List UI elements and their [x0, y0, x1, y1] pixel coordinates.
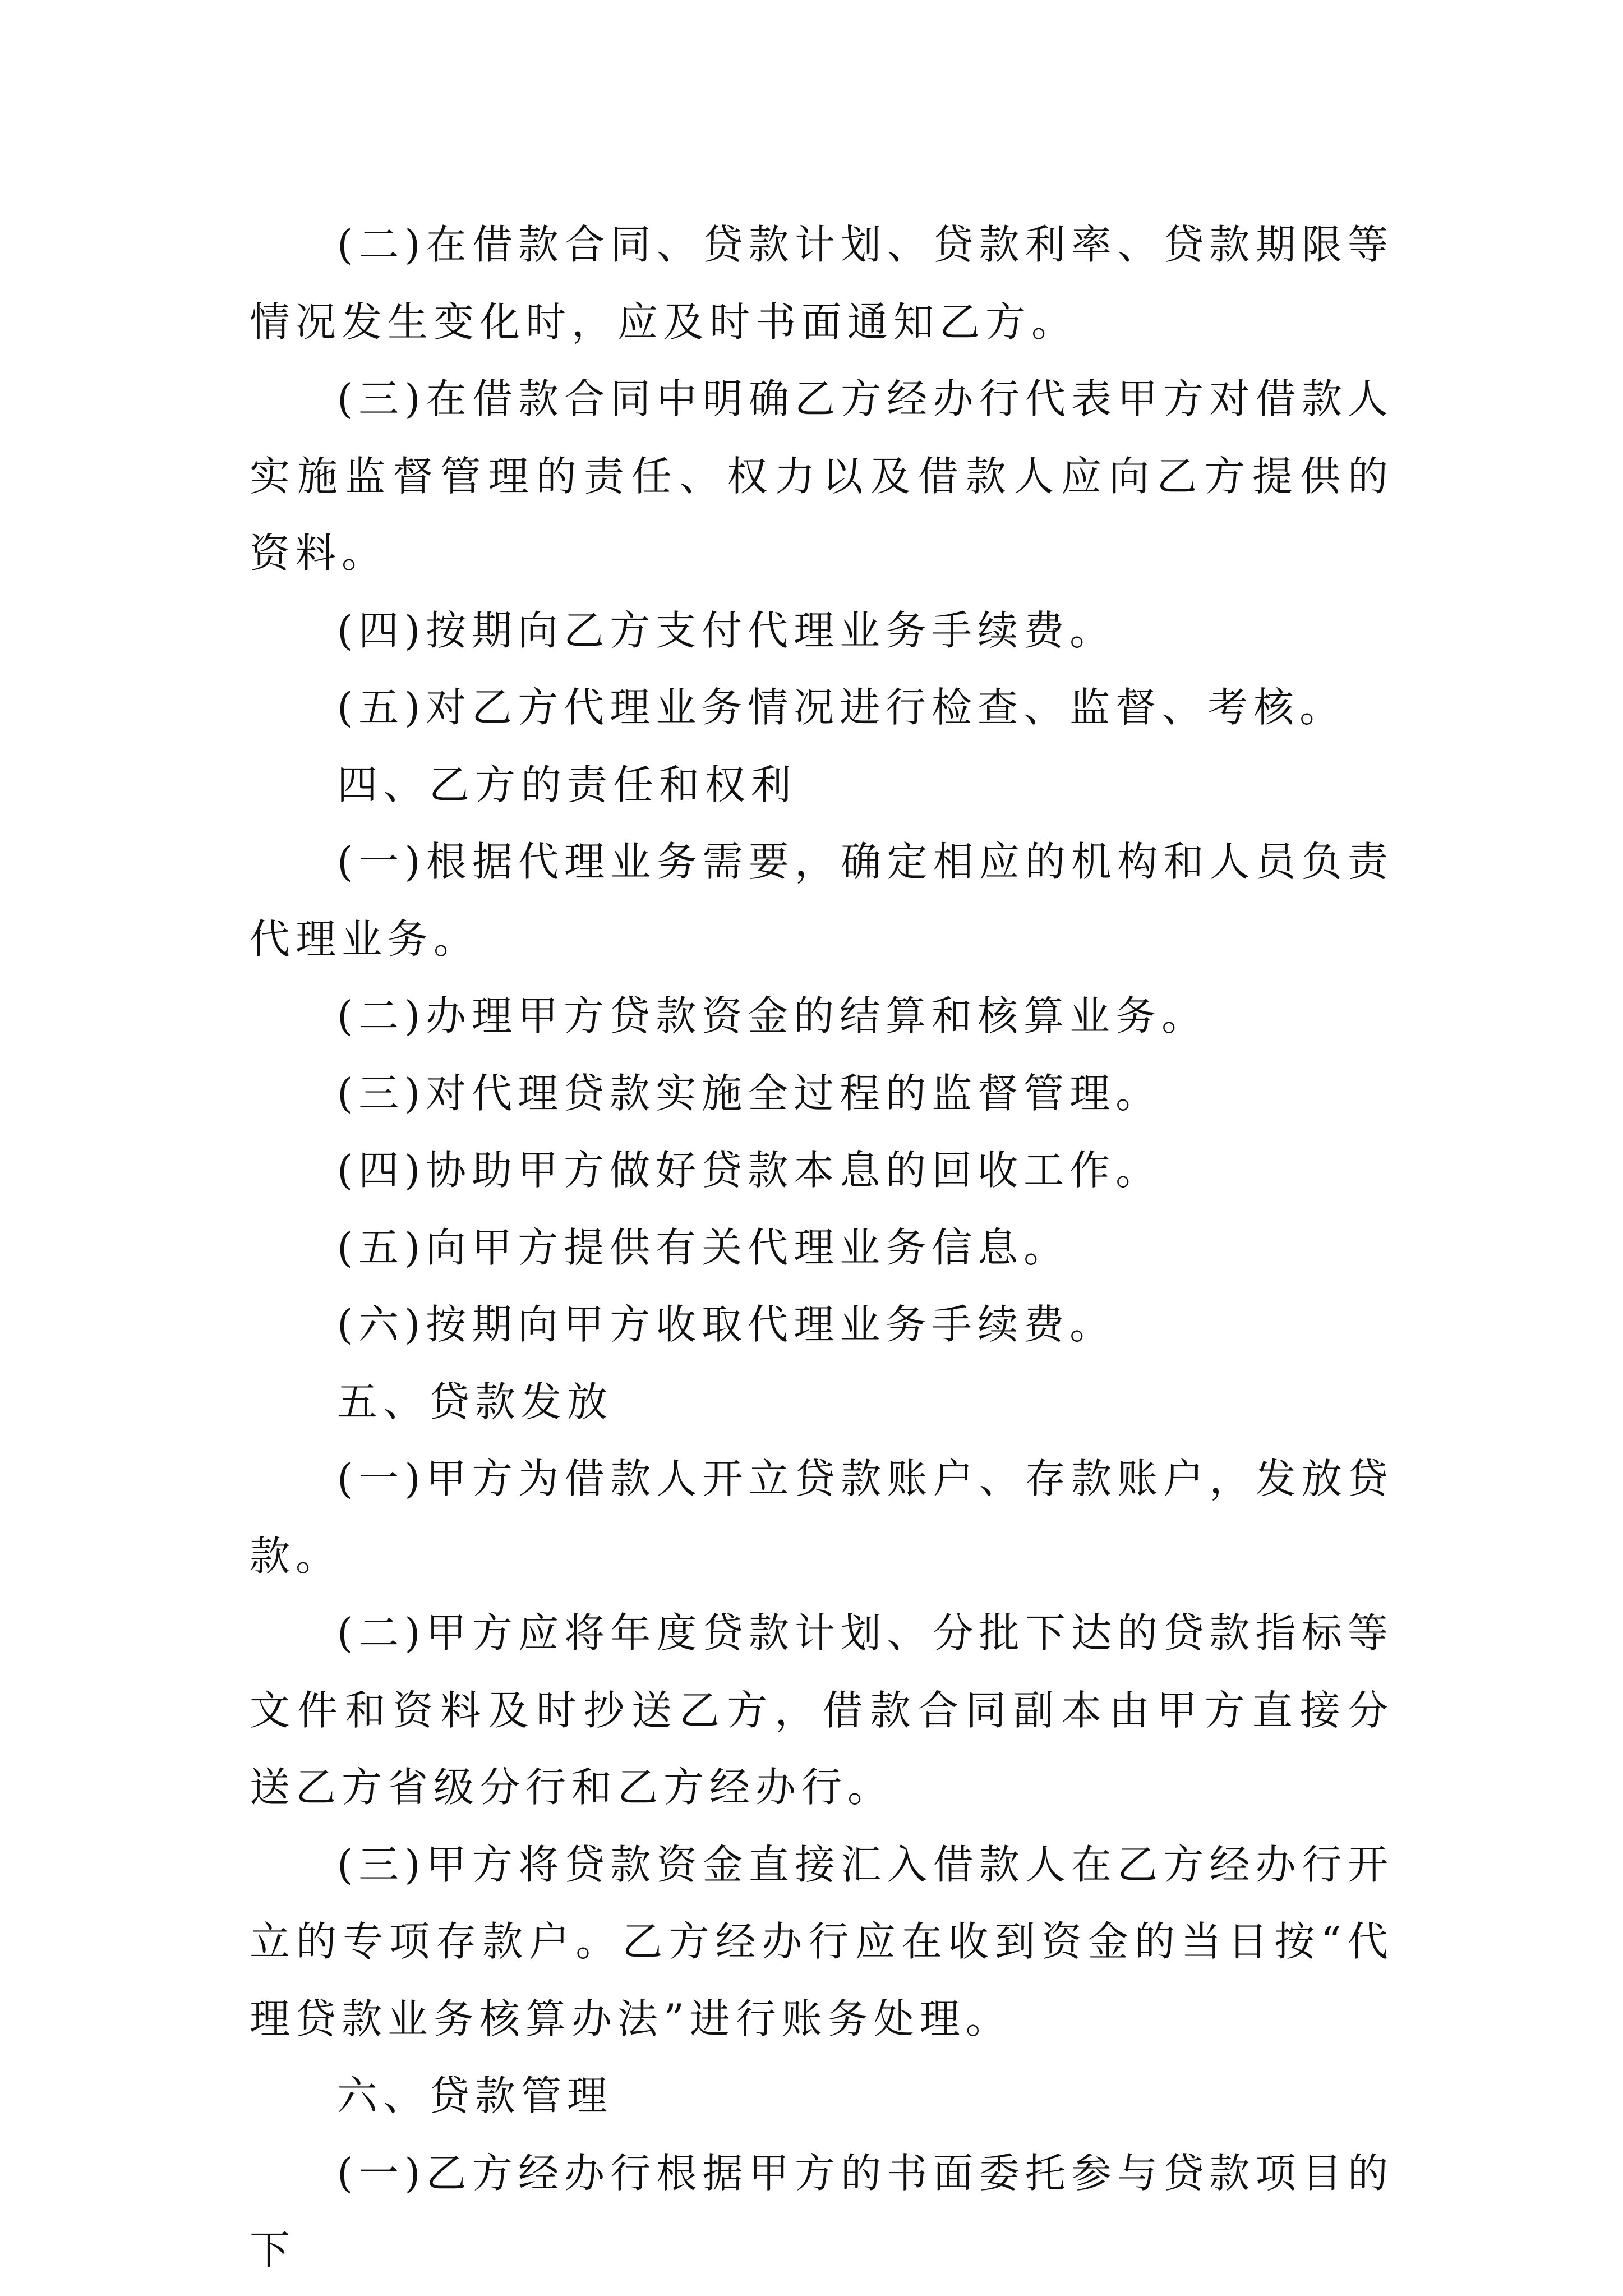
paragraph: (六)按期向甲方收取代理业务手续费。: [337, 1301, 1116, 1348]
paragraph: (五)向甲方提供有关代理业务信息。: [337, 1223, 1070, 1271]
paragraph: (一)根据代理业务需要，确定相应的机构和人员负责代理业务。: [250, 838, 1394, 963]
section-heading: 四、乙方的责任和权利: [337, 761, 797, 808]
document-body: [250, 206, 1394, 2289]
section-heading: 五、贷款发放: [337, 1378, 614, 1425]
paragraph: (三)甲方将贷款资金直接汇入借款人在乙方经办行开立的专项存款户。乙方经办行应在收到资金的当日按“代理贷款业务核算办法”进行账务处理。: [250, 1841, 1394, 2042]
paragraph: (五)对乙方代理业务情况进行检查、监督、考核。: [337, 684, 1346, 731]
paragraph: (三)对代理贷款实施全过程的监督管理。: [337, 1069, 1162, 1117]
paragraph: (二)在借款合同、贷款计划、贷款利率、贷款期限等情况发生变化时，应及时书面通知乙方。: [250, 221, 1394, 346]
paragraph: (二)办理甲方贷款资金的结算和核算业务。: [337, 992, 1208, 1039]
section-heading: 六、贷款管理: [337, 2072, 614, 2119]
paragraph: (三)在借款合同中明确乙方经办行代表甲方对借款人实施监督管理的责任、权力以及借款人应向乙方提供的资料。: [250, 375, 1394, 577]
paragraph: (四)按期向乙方支付代理业务手续费。: [337, 606, 1116, 654]
paragraph: (二)甲方应将年度贷款计划、分批下达的贷款指标等文件和资料及时抄送乙方，借款合同副本由甲方直接分送乙方省级分行和乙方经办行。: [250, 1609, 1394, 1811]
paragraph: (一)乙方经办行根据甲方的书面委托参与贷款项目的下: [250, 2149, 1394, 2274]
paragraph: (四)协助甲方做好贷款本息的回收工作。: [337, 1147, 1162, 1194]
paragraph: (一)甲方为借款人开立贷款账户、存款账户，发放贷款。: [250, 1455, 1394, 1580]
